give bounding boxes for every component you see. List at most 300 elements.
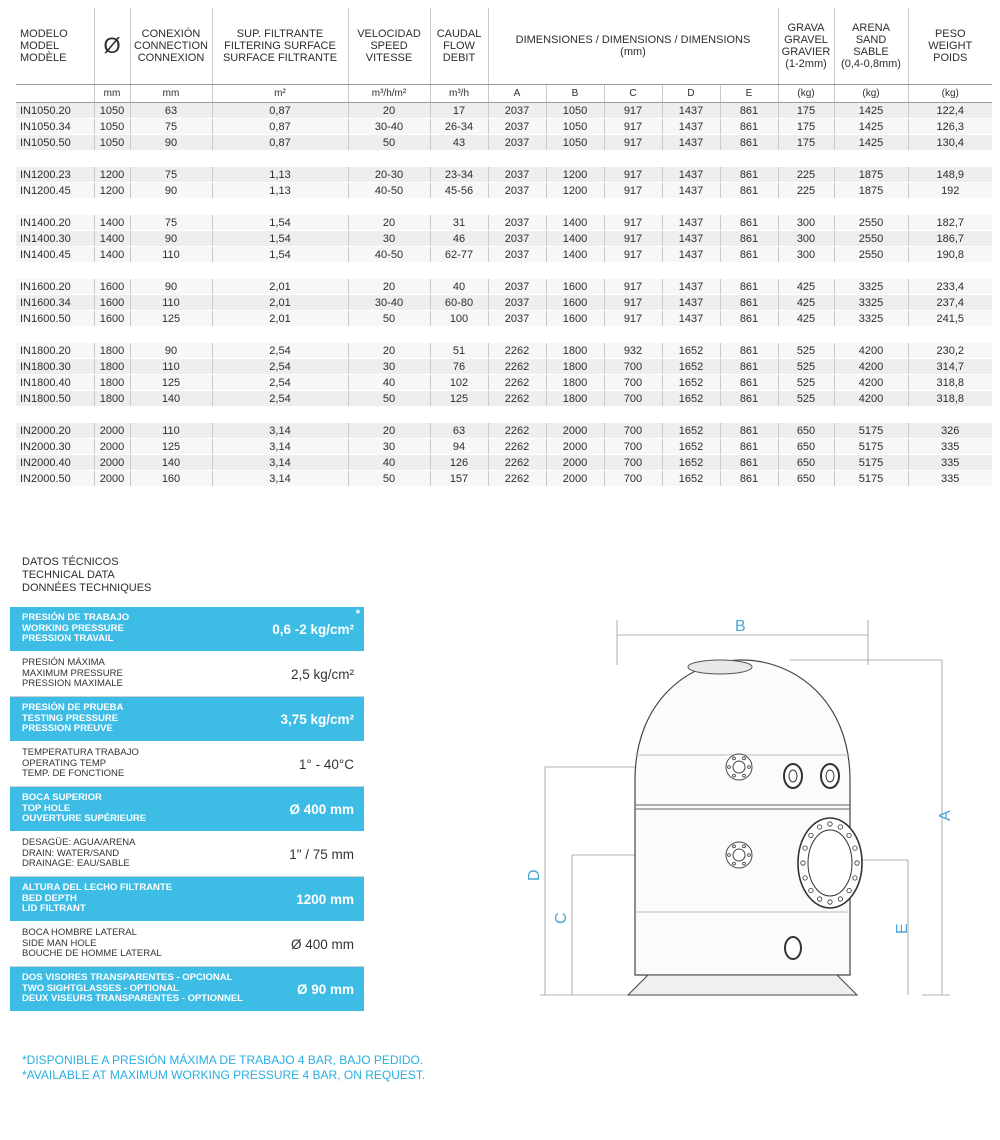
- table-row: [16, 167, 992, 183]
- technical-value: 2,5 kg/cm²: [290, 666, 354, 682]
- bolt: [817, 897, 821, 901]
- table-cell: 3,14: [212, 455, 348, 471]
- table-cell: IN1050.34: [16, 119, 94, 135]
- bolt: [847, 833, 851, 837]
- tank-base: [628, 975, 857, 995]
- table-cell: 225: [778, 183, 834, 199]
- table-row: [16, 295, 992, 311]
- table-cell: 1400: [94, 247, 130, 263]
- table-cell: 175: [778, 103, 834, 119]
- table-cell: 525: [778, 391, 834, 407]
- unit-cell: m³/h: [430, 85, 488, 103]
- table-cell: 90: [130, 183, 212, 199]
- table-cell: 650: [778, 471, 834, 487]
- table-cell: 2037: [488, 103, 546, 119]
- unit-cell: mm: [130, 85, 212, 103]
- header-line: Ø: [103, 33, 121, 58]
- table-cell: IN1600.20: [16, 279, 94, 295]
- table-cell: 125: [130, 439, 212, 455]
- table-cell: 2000: [546, 455, 604, 471]
- footnote-es: *DISPONIBLE A PRESIÓN MÁXIMA DE TRABAJO 4 BAR, BAJO PEDIDO.: [22, 1053, 424, 1067]
- technical-label: BOCA HOMBRE LATERAL: [22, 927, 137, 939]
- technical-value: Ø 400 mm: [289, 801, 354, 817]
- table-cell: 318,8: [908, 375, 992, 391]
- table-cell: 2037: [488, 215, 546, 231]
- table-cell: 1652: [662, 471, 720, 487]
- technical-label: DOS VISORES TRANSPARENTES - OPCIONAL: [22, 972, 233, 984]
- table-cell: 1800: [546, 359, 604, 375]
- table-cell: 110: [130, 247, 212, 263]
- table-cell: 861: [720, 183, 778, 199]
- table-cell: 30-40: [348, 119, 430, 135]
- table-cell: 23-34: [430, 167, 488, 183]
- unit-cell: m²: [212, 85, 348, 103]
- table-cell: IN1600.34: [16, 295, 94, 311]
- table-cell: IN1800.50: [16, 391, 94, 407]
- table-cell: 917: [604, 295, 662, 311]
- table-cell: 1800: [546, 391, 604, 407]
- technical-labels: [22, 607, 129, 651]
- header-line: (1-2mm): [785, 58, 827, 70]
- technical-label: PRESSION PREUVE: [22, 723, 113, 735]
- unit-cell: m³/h/m²: [348, 85, 430, 103]
- table-cell: 1200: [94, 183, 130, 199]
- table-cell: 1400: [546, 247, 604, 263]
- technical-label: TWO SIGHTGLASSES - OPTIONAL: [22, 982, 179, 994]
- table-row: [16, 455, 992, 471]
- table-row: [16, 119, 992, 135]
- table-cell: 76: [430, 359, 488, 375]
- header-line: VELOCIDAD: [357, 28, 421, 40]
- group-spacer: [16, 327, 992, 344]
- header-line: FLOW: [443, 40, 475, 52]
- table-cell: 700: [604, 375, 662, 391]
- table-cell: 1437: [662, 231, 720, 247]
- table-cell: 2550: [834, 247, 908, 263]
- technical-label: BOCA SUPERIOR: [22, 792, 102, 804]
- table-cell: 20: [348, 423, 430, 439]
- table-cell: 1800: [94, 391, 130, 407]
- table-cell: 1,54: [212, 215, 348, 231]
- table-cell: 140: [130, 455, 212, 471]
- technical-label: DRAINAGE: EAU/SABLE: [22, 858, 130, 870]
- technical-label: BED DEPTH: [22, 892, 77, 904]
- table-cell: IN1050.20: [16, 103, 94, 119]
- table-cell: 75: [130, 119, 212, 135]
- table-cell: 1050: [546, 119, 604, 135]
- table-cell: 1437: [662, 119, 720, 135]
- table-cell: 1200: [546, 183, 604, 199]
- bolt: [809, 833, 813, 837]
- table-row: [16, 311, 992, 327]
- technical-label: PRESIÓN MÁXIMA: [22, 657, 105, 669]
- table-cell: 2,54: [212, 343, 348, 359]
- table-cell: 2037: [488, 231, 546, 247]
- table-cell: 5175: [834, 423, 908, 439]
- header-line: MODELO: [20, 28, 68, 40]
- table-cell: IN2000.50: [16, 471, 94, 487]
- table-cell: 1875: [834, 183, 908, 199]
- table-cell: 1437: [662, 247, 720, 263]
- table-cell: 700: [604, 439, 662, 455]
- unit-cell: [16, 85, 94, 103]
- header-line: GRAVEL: [784, 34, 828, 46]
- technical-label: TEMP. DE FONCTIONE: [22, 768, 125, 780]
- table-cell: 157: [430, 471, 488, 487]
- table-cell: 1400: [546, 231, 604, 247]
- table-cell: 4200: [834, 375, 908, 391]
- table-cell: 40-50: [348, 247, 430, 263]
- table-cell: 1200: [546, 167, 604, 183]
- table-cell: 326: [908, 423, 992, 439]
- spacer-cell: [16, 407, 992, 424]
- technical-label: DESAGÜE: AGUA/ARENA: [22, 837, 136, 849]
- table-cell: 20-30: [348, 167, 430, 183]
- table-cell: IN1400.45: [16, 247, 94, 263]
- table-cell: 30: [348, 359, 430, 375]
- technical-label: WORKING PRESSURE: [22, 622, 124, 634]
- table-cell: 125: [130, 311, 212, 327]
- table-cell: IN1800.40: [16, 375, 94, 391]
- drain-valve: [785, 937, 801, 959]
- unit-cell: mm: [94, 85, 130, 103]
- technical-title-fr: DONNÉES TECHNIQUES: [22, 582, 152, 594]
- table-cell: 1652: [662, 343, 720, 359]
- table-cell: 335: [908, 471, 992, 487]
- technical-row: [10, 922, 364, 967]
- technical-value: 1200 mm: [296, 891, 354, 907]
- table-cell: 861: [720, 375, 778, 391]
- technical-data-title: [22, 556, 151, 595]
- technical-row: [10, 877, 364, 922]
- table-cell: 917: [604, 183, 662, 199]
- table-cell: 160: [130, 471, 212, 487]
- table-cell: 861: [720, 247, 778, 263]
- table-cell: IN1800.30: [16, 359, 94, 375]
- technical-row: [10, 967, 364, 1012]
- table-cell: IN1200.23: [16, 167, 94, 183]
- header-line: DIMENSIONES / DIMENSIONS / DIMENSIONS: [515, 34, 751, 46]
- spacer-cell: [16, 199, 992, 216]
- footnote-en: *AVAILABLE AT MAXIMUM WORKING PRESSURE 4 BAR, ON REQUEST.: [22, 1068, 426, 1082]
- bolt: [855, 861, 859, 865]
- table-cell: 525: [778, 375, 834, 391]
- table-cell: 1437: [662, 311, 720, 327]
- table-cell: 2037: [488, 311, 546, 327]
- table-cell: 126: [430, 455, 488, 471]
- table-cell: 1800: [546, 343, 604, 359]
- table-cell: 2000: [94, 423, 130, 439]
- top-hole: [688, 660, 752, 674]
- bolt: [748, 766, 751, 769]
- table-cell: 40-50: [348, 183, 430, 199]
- table-cell: 126,3: [908, 119, 992, 135]
- table-cell: 861: [720, 135, 778, 151]
- table-cell: 192: [908, 183, 992, 199]
- dimension-label-d: D: [526, 869, 543, 881]
- header-line: SUP. FILTRANTE: [236, 28, 324, 40]
- table-cell: 100: [430, 311, 488, 327]
- table-cell: 1437: [662, 215, 720, 231]
- table-cell: 861: [720, 119, 778, 135]
- table-cell: 63: [430, 423, 488, 439]
- bolt: [743, 862, 746, 865]
- unit-cell: D: [662, 85, 720, 103]
- table-cell: 1425: [834, 103, 908, 119]
- table-cell: 5175: [834, 439, 908, 455]
- technical-value: Ø 400 mm: [290, 936, 354, 952]
- table-cell: 2037: [488, 295, 546, 311]
- table-cell: 1437: [662, 135, 720, 151]
- table-row: [16, 183, 992, 199]
- bolt: [743, 845, 746, 848]
- table-cell: 1800: [94, 343, 130, 359]
- table-cell: 50: [348, 471, 430, 487]
- table-cell: 50: [348, 135, 430, 151]
- header-line: VITESSE: [365, 52, 413, 64]
- table-cell: 861: [720, 103, 778, 119]
- table-cell: 2262: [488, 455, 546, 471]
- table-cell: 861: [720, 231, 778, 247]
- table-cell: 318,8: [908, 391, 992, 407]
- table-cell: 20: [348, 343, 430, 359]
- technical-data-table: [10, 607, 364, 1012]
- table-cell: IN1800.20: [16, 343, 94, 359]
- table-cell: 917: [604, 135, 662, 151]
- table-cell: 861: [720, 311, 778, 327]
- table-cell: 1400: [546, 215, 604, 231]
- table-cell: 63: [130, 103, 212, 119]
- table-head: [16, 8, 992, 103]
- technical-labels: [22, 922, 162, 966]
- header-connection: [130, 8, 212, 85]
- dimension-label-a: A: [937, 810, 954, 821]
- side-man-hole: [798, 818, 862, 908]
- table-cell: 90: [130, 231, 212, 247]
- bolt: [817, 825, 821, 829]
- table-cell: 182,7: [908, 215, 992, 231]
- table-cell: 1425: [834, 135, 908, 151]
- table-row: [16, 439, 992, 455]
- technical-row: [10, 697, 364, 742]
- technical-value: 1° - 40°C: [298, 756, 354, 772]
- table-row: [16, 215, 992, 231]
- table-row: [16, 135, 992, 151]
- table-cell: 237,4: [908, 295, 992, 311]
- table-cell: IN2000.30: [16, 439, 94, 455]
- bolt: [828, 822, 832, 826]
- table-cell: 233,4: [908, 279, 992, 295]
- table-cell: 1652: [662, 439, 720, 455]
- table-cell: 1800: [94, 359, 130, 375]
- header-line: PESO: [934, 28, 966, 40]
- table-cell: 1652: [662, 391, 720, 407]
- table-cell: 175: [778, 135, 834, 151]
- table-cell: IN1400.30: [16, 231, 94, 247]
- table-cell: 46: [430, 231, 488, 247]
- technical-labels: [22, 877, 172, 921]
- table-cell: 186,7: [908, 231, 992, 247]
- group-spacer: [16, 407, 992, 424]
- technical-row: [10, 607, 364, 652]
- header-line: CONEXIÓN: [141, 28, 201, 40]
- table-cell: IN1600.50: [16, 311, 94, 327]
- table-cell: 230,2: [908, 343, 992, 359]
- table-cell: 700: [604, 471, 662, 487]
- table-cell: 1400: [94, 215, 130, 231]
- bolt: [853, 876, 857, 880]
- bolt: [809, 888, 813, 892]
- table-cell: 861: [720, 359, 778, 375]
- technical-label: SIDE MAN HOLE: [22, 937, 97, 949]
- table-cell: 43: [430, 135, 488, 151]
- bolt: [803, 846, 807, 850]
- table-cell: 50: [348, 391, 430, 407]
- table-cell: 2262: [488, 391, 546, 407]
- tank-body: [635, 660, 850, 975]
- table-cell: 94: [430, 439, 488, 455]
- table-cell: 26-34: [430, 119, 488, 135]
- table-cell: 40: [348, 375, 430, 391]
- header-row: [16, 8, 992, 85]
- header-line: MODÈLE: [20, 52, 67, 64]
- spacer-cell: [16, 263, 992, 280]
- header-line: SABLE: [853, 46, 889, 58]
- table-cell: 30: [348, 439, 430, 455]
- group-spacer: [16, 199, 992, 216]
- bolt: [828, 900, 832, 904]
- table-cell: 3325: [834, 311, 908, 327]
- header-line: DEBIT: [442, 52, 476, 64]
- bolt: [733, 774, 736, 777]
- table-cell: 1,54: [212, 247, 348, 263]
- header-model: [16, 8, 94, 85]
- table-cell: 90: [130, 279, 212, 295]
- technical-value: Ø 90 mm: [296, 981, 354, 997]
- table-cell: 17: [430, 103, 488, 119]
- header-line: ARENA: [852, 22, 890, 34]
- table-cell: 0,87: [212, 135, 348, 151]
- unit-cell: B: [546, 85, 604, 103]
- table-cell: 2000: [546, 439, 604, 455]
- table-cell: 1652: [662, 455, 720, 471]
- table-cell: 700: [604, 423, 662, 439]
- table-cell: 700: [604, 391, 662, 407]
- units-row: [16, 85, 992, 103]
- technical-value: 1" / 75 mm: [289, 846, 354, 862]
- table-cell: 861: [720, 455, 778, 471]
- header-line: POIDS: [933, 52, 968, 64]
- table-cell: 51: [430, 343, 488, 359]
- table-cell: 190,8: [908, 247, 992, 263]
- technical-title-en: TECHNICAL DATA: [22, 569, 115, 581]
- sightglass-left: [784, 764, 802, 788]
- table-cell: 1652: [662, 423, 720, 439]
- table-cell: 1600: [546, 295, 604, 311]
- spacer-cell: [16, 151, 992, 168]
- table-cell: 2262: [488, 343, 546, 359]
- table-cell: 861: [720, 167, 778, 183]
- table-cell: 861: [720, 295, 778, 311]
- table-cell: 90: [130, 343, 212, 359]
- table-cell: 1600: [94, 295, 130, 311]
- table-cell: 2,01: [212, 279, 348, 295]
- table-cell: 917: [604, 103, 662, 119]
- technical-label: PRESIÓN DE PRUEBA: [22, 702, 124, 714]
- table-cell: 4200: [834, 359, 908, 375]
- bolt: [801, 861, 805, 865]
- table-cell: 60-80: [430, 295, 488, 311]
- table-cell: 1400: [94, 231, 130, 247]
- header-line: CONNEXION: [137, 52, 205, 64]
- table-cell: 1652: [662, 375, 720, 391]
- table-cell: 3,14: [212, 471, 348, 487]
- table-row: [16, 471, 992, 487]
- table-cell: 861: [720, 215, 778, 231]
- dimension-label-b: B: [735, 618, 746, 635]
- bolt: [733, 862, 736, 865]
- table-cell: 1050: [94, 103, 130, 119]
- table-cell: 125: [430, 391, 488, 407]
- header-line: (mm): [620, 46, 646, 58]
- unit-cell: (kg): [778, 85, 834, 103]
- table-cell: 917: [604, 311, 662, 327]
- dimension-label-c: C: [553, 912, 570, 924]
- bolt: [728, 766, 731, 769]
- table-cell: 20: [348, 279, 430, 295]
- table-cell: 175: [778, 119, 834, 135]
- table-row: [16, 279, 992, 295]
- spacer-cell: [16, 327, 992, 344]
- header-diameter: [94, 8, 130, 85]
- table-cell: 30-40: [348, 295, 430, 311]
- table-cell: 130,4: [908, 135, 992, 151]
- header-line: GRAVIER: [781, 46, 831, 58]
- table-cell: 5175: [834, 455, 908, 471]
- table-cell: 4200: [834, 343, 908, 359]
- spec-table: [16, 8, 992, 487]
- table-cell: 110: [130, 423, 212, 439]
- technical-labels: [22, 697, 123, 741]
- table-cell: 1437: [662, 295, 720, 311]
- unit-cell: C: [604, 85, 662, 103]
- unit-cell: A: [488, 85, 546, 103]
- filter-tank-diagram: [510, 605, 980, 1020]
- table-cell: 2262: [488, 423, 546, 439]
- table-row: [16, 231, 992, 247]
- table-cell: 110: [130, 295, 212, 311]
- table-cell: 3325: [834, 295, 908, 311]
- bolt: [733, 757, 736, 760]
- table-cell: 917: [604, 231, 662, 247]
- header-gravel: [778, 8, 834, 85]
- table-cell: 861: [720, 439, 778, 455]
- table-cell: 1,13: [212, 183, 348, 199]
- table-cell: 300: [778, 215, 834, 231]
- bolt: [838, 825, 842, 829]
- header-speed: [348, 8, 430, 85]
- table-cell: 31: [430, 215, 488, 231]
- table-row: [16, 103, 992, 119]
- header-dimensions: [488, 8, 778, 85]
- table-cell: 2000: [546, 423, 604, 439]
- header-line: GRAVA: [787, 22, 825, 34]
- table-cell: 1600: [546, 279, 604, 295]
- table-cell: 2550: [834, 231, 908, 247]
- table-cell: 1437: [662, 279, 720, 295]
- table-cell: 314,7: [908, 359, 992, 375]
- dimension-label-e: E: [894, 923, 911, 934]
